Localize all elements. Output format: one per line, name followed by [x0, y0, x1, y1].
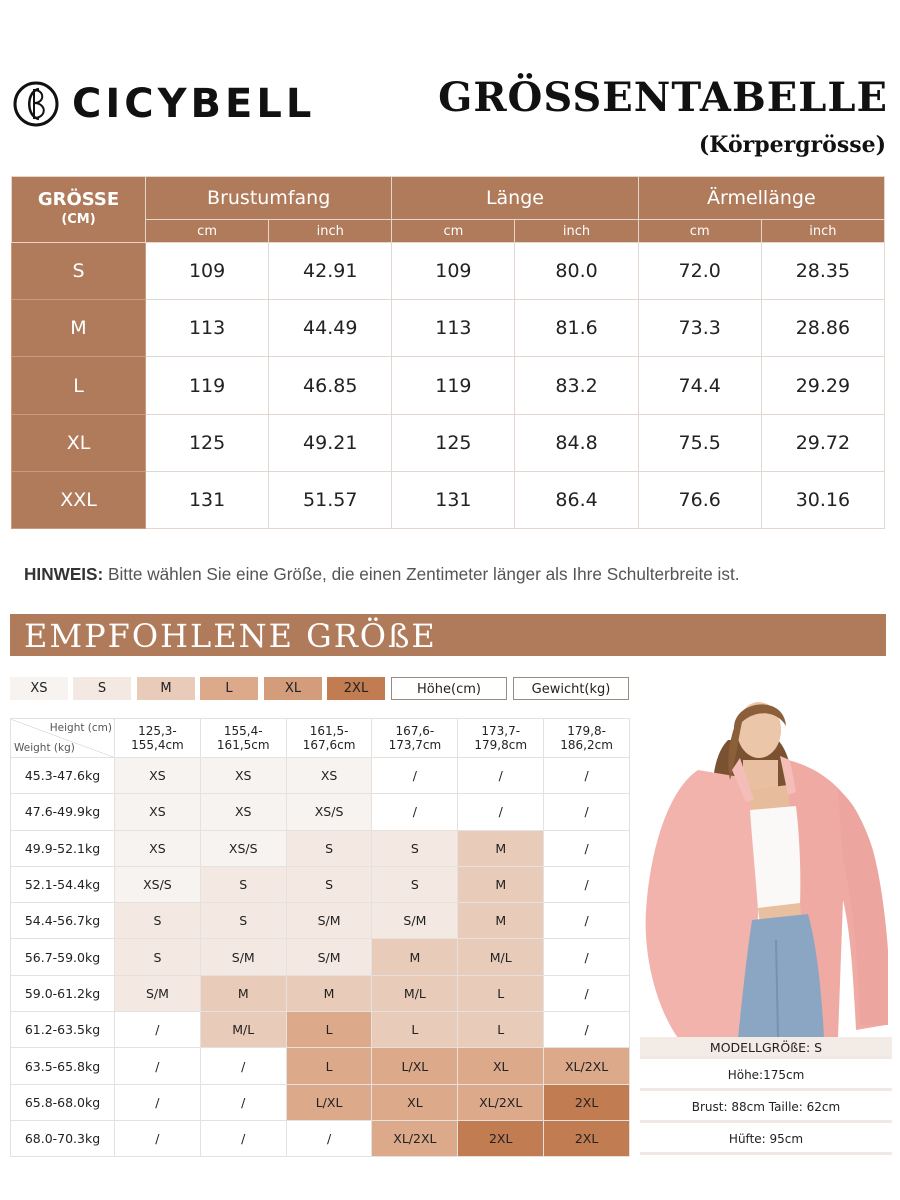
recommended-size-cell: S/M	[372, 903, 458, 939]
recommended-size-cell: M/L	[200, 1012, 286, 1048]
legend-swatch-2xl: 2XL	[327, 677, 385, 700]
table-cell: 29.29	[761, 357, 884, 414]
table-row	[11, 758, 630, 794]
recommended-size-cell: M	[286, 975, 372, 1011]
recommended-size-cell: /	[544, 1012, 630, 1048]
recommended-size-cell: /	[458, 794, 544, 830]
recommended-size-cell: /	[115, 1048, 201, 1084]
recommended-size-cell: S	[115, 939, 201, 975]
table-row	[12, 243, 885, 300]
note-text: Bitte wählen Sie eine Größe, die einen Zentimeter länger als Ihre Schulterbreite ist.	[103, 564, 740, 584]
table-cell: 83.2	[515, 357, 638, 414]
recommended-size-cell: /	[200, 1084, 286, 1120]
recommended-size-cell: XS/S	[286, 794, 372, 830]
height-range-header: 167,6-173,7cm	[372, 719, 458, 758]
recommended-size-cell: /	[115, 1084, 201, 1120]
table-row	[12, 471, 885, 528]
table-row	[11, 830, 630, 866]
model-info	[640, 1037, 892, 1155]
table-cell: 28.86	[761, 300, 884, 357]
recommended-size-cell: /	[544, 939, 630, 975]
table-cell: 119	[392, 357, 515, 414]
recommended-size-cell: S/M	[115, 975, 201, 1011]
recommended-size-cell: /	[458, 758, 544, 794]
recommended-size-cell: 2XL	[544, 1120, 630, 1156]
recommended-size-cell: S	[115, 903, 201, 939]
unit-header: cm	[146, 220, 269, 243]
table-row	[11, 903, 630, 939]
legend-swatch-m: M	[137, 677, 195, 700]
table-row	[11, 939, 630, 975]
recommended-size-cell: XS	[200, 758, 286, 794]
weight-range-label: 61.2-63.5kg	[11, 1012, 115, 1048]
recommended-size-cell: XS	[115, 794, 201, 830]
recommended-size-cell: XS	[200, 794, 286, 830]
weight-range-label: 68.0-70.3kg	[11, 1120, 115, 1156]
recommended-size-cell: M	[458, 830, 544, 866]
table-row	[11, 1012, 630, 1048]
legend-swatch-xl: XL	[264, 677, 322, 700]
table-row	[11, 794, 630, 830]
model-size: MODELLGRÖßE: S	[640, 1037, 892, 1059]
table-row	[11, 975, 630, 1011]
weight-range-label: 56.7-59.0kg	[11, 939, 115, 975]
table-row	[11, 1120, 630, 1156]
model-illustration	[638, 700, 894, 1040]
groesse-header	[12, 177, 146, 243]
table-cell: 113	[146, 300, 269, 357]
table-cell: 49.21	[269, 414, 392, 471]
table-cell: 51.57	[269, 471, 392, 528]
page-title: GRÖSSENTABELLE	[438, 74, 888, 121]
table-cell: 76.6	[638, 471, 761, 528]
hinweis-note	[24, 564, 740, 585]
table-cell: 86.4	[515, 471, 638, 528]
recommendation-table	[10, 718, 630, 1157]
table-row	[12, 414, 885, 471]
table-cell: 46.85	[269, 357, 392, 414]
table-row	[12, 357, 885, 414]
recommended-size-cell: /	[200, 1048, 286, 1084]
corner-weight-label: Weight (kg)	[14, 742, 75, 754]
table-cell: 29.72	[761, 414, 884, 471]
table-cell: 80.0	[515, 243, 638, 300]
recommended-size-cell: M	[458, 903, 544, 939]
table-cell: 75.5	[638, 414, 761, 471]
table-cell: 28.35	[761, 243, 884, 300]
model-hips: Hüfte: 95cm	[640, 1123, 892, 1155]
table-cell: 109	[392, 243, 515, 300]
weight-range-label: 45.3-47.6kg	[11, 758, 115, 794]
recommended-size-cell: XL/2XL	[458, 1084, 544, 1120]
group-header: Ärmellänge	[638, 177, 884, 220]
recommended-size-cell: 2XL	[544, 1084, 630, 1120]
recommended-size-cell: /	[544, 903, 630, 939]
weight-range-label: 63.5-65.8kg	[11, 1048, 115, 1084]
size-table	[11, 176, 885, 529]
recommended-size-cell: /	[372, 758, 458, 794]
legend-weight: Gewicht(kg)	[513, 677, 629, 700]
recommended-size-cell: S/M	[286, 903, 372, 939]
recommended-size-cell: 2XL	[458, 1120, 544, 1156]
table-cell: 73.3	[638, 300, 761, 357]
size-label: M	[12, 300, 146, 357]
unit-header: cm	[638, 220, 761, 243]
recommended-size-cell: S	[286, 866, 372, 902]
recommended-size-cell: XS/S	[115, 866, 201, 902]
banner-title: EMPFOHLENE GRÖßE	[24, 617, 437, 655]
recommended-size-cell: S/M	[286, 939, 372, 975]
recommended-size-cell: XL	[372, 1084, 458, 1120]
table-cell: 125	[392, 414, 515, 471]
table-cell: 131	[146, 471, 269, 528]
height-range-header: 161,5-167,6cm	[286, 719, 372, 758]
weight-range-label: 65.8-68.0kg	[11, 1084, 115, 1120]
recommended-size-cell: S	[286, 830, 372, 866]
recommended-size-cell: /	[544, 866, 630, 902]
weight-range-label: 59.0-61.2kg	[11, 975, 115, 1011]
recommended-size-cell: S	[200, 903, 286, 939]
rec-header-row	[11, 719, 630, 758]
table-cell: 81.6	[515, 300, 638, 357]
table-cell: 74.4	[638, 357, 761, 414]
groesse-unit: (CM)	[61, 211, 96, 227]
section-banner	[10, 614, 886, 656]
table-row	[12, 300, 885, 357]
table-cell: 131	[392, 471, 515, 528]
table-cell: 119	[146, 357, 269, 414]
recommended-size-cell: XL/2XL	[544, 1048, 630, 1084]
recommended-size-cell: /	[544, 794, 630, 830]
table-cell: 44.49	[269, 300, 392, 357]
recommended-size-cell: S/M	[200, 939, 286, 975]
size-label: S	[12, 243, 146, 300]
height-range-header: 155,4-161,5cm	[200, 719, 286, 758]
corner-cell	[11, 719, 115, 758]
group-header: Länge	[392, 177, 638, 220]
table-cell: 72.0	[638, 243, 761, 300]
size-label: L	[12, 357, 146, 414]
recommended-size-cell: L/XL	[286, 1084, 372, 1120]
weight-range-label: 52.1-54.4kg	[11, 866, 115, 902]
legend-swatch-xs: XS	[10, 677, 68, 700]
brand-monogram-icon	[12, 80, 60, 128]
table-cell: 109	[146, 243, 269, 300]
page-subtitle: (Körpergrösse)	[698, 132, 886, 158]
height-range-header: 125,3-155,4cm	[115, 719, 201, 758]
table-cell: 125	[146, 414, 269, 471]
recommended-size-cell: XS	[286, 758, 372, 794]
recommended-size-cell: /	[372, 794, 458, 830]
corner-height-label: Height (cm)	[49, 722, 112, 734]
recommended-size-cell: S	[200, 866, 286, 902]
recommended-size-cell: /	[544, 830, 630, 866]
recommended-size-cell: L	[458, 1012, 544, 1048]
table-row	[11, 1048, 630, 1084]
size-label: XL	[12, 414, 146, 471]
recommended-size-cell: S	[372, 830, 458, 866]
recommended-size-cell: M	[200, 975, 286, 1011]
table-cell: 30.16	[761, 471, 884, 528]
group-header: Brustumfang	[146, 177, 392, 220]
recommended-size-cell: M/L	[372, 975, 458, 1011]
table-cell: 42.91	[269, 243, 392, 300]
recommended-size-cell: /	[544, 975, 630, 1011]
recommended-size-cell: L	[286, 1012, 372, 1048]
legend-swatch-s: S	[73, 677, 131, 700]
legend-swatch-l: L	[200, 677, 258, 700]
recommended-size-cell: M	[458, 866, 544, 902]
weight-range-label: 47.6-49.9kg	[11, 794, 115, 830]
recommended-size-cell: S	[372, 866, 458, 902]
recommended-size-cell: XS	[115, 758, 201, 794]
recommended-size-cell: L/XL	[372, 1048, 458, 1084]
height-range-header: 179,8-186,2cm	[544, 719, 630, 758]
note-label: HINWEIS:	[24, 564, 104, 584]
recommended-size-cell: /	[200, 1120, 286, 1156]
height-range-header: 173,7-179,8cm	[458, 719, 544, 758]
recommended-size-cell: L	[286, 1048, 372, 1084]
weight-range-label: 54.4-56.7kg	[11, 903, 115, 939]
model-bust-waist: Brust: 88cm Taille: 62cm	[640, 1091, 892, 1123]
model-height: Höhe:175cm	[640, 1059, 892, 1091]
unit-header: inch	[761, 220, 884, 243]
unit-header: inch	[269, 220, 392, 243]
brand-name: CICYBELL	[72, 81, 316, 127]
recommended-size-cell: /	[115, 1120, 201, 1156]
table-cell: 84.8	[515, 414, 638, 471]
size-label: XXL	[12, 471, 146, 528]
recommended-size-cell: M	[372, 939, 458, 975]
recommended-size-cell: L	[372, 1012, 458, 1048]
weight-range-label: 49.9-52.1kg	[11, 830, 115, 866]
brand-logo	[12, 80, 315, 128]
recommended-size-cell: XS	[115, 830, 201, 866]
table-cell: 113	[392, 300, 515, 357]
recommended-size-cell: L	[458, 975, 544, 1011]
recommended-size-cell: /	[115, 1012, 201, 1048]
table-row	[11, 1084, 630, 1120]
table-row	[11, 866, 630, 902]
recommended-size-cell: XL	[458, 1048, 544, 1084]
recommended-size-cell: /	[544, 758, 630, 794]
unit-header: inch	[515, 220, 638, 243]
recommended-size-cell: XL/2XL	[372, 1120, 458, 1156]
legend-height: Höhe(cm)	[391, 677, 507, 700]
groesse-label: GRÖSSE	[37, 188, 120, 210]
recommended-size-cell: XS/S	[200, 830, 286, 866]
model-photo	[638, 700, 894, 1040]
recommended-size-cell: M/L	[458, 939, 544, 975]
unit-header: cm	[392, 220, 515, 243]
recommended-size-cell: /	[286, 1120, 372, 1156]
